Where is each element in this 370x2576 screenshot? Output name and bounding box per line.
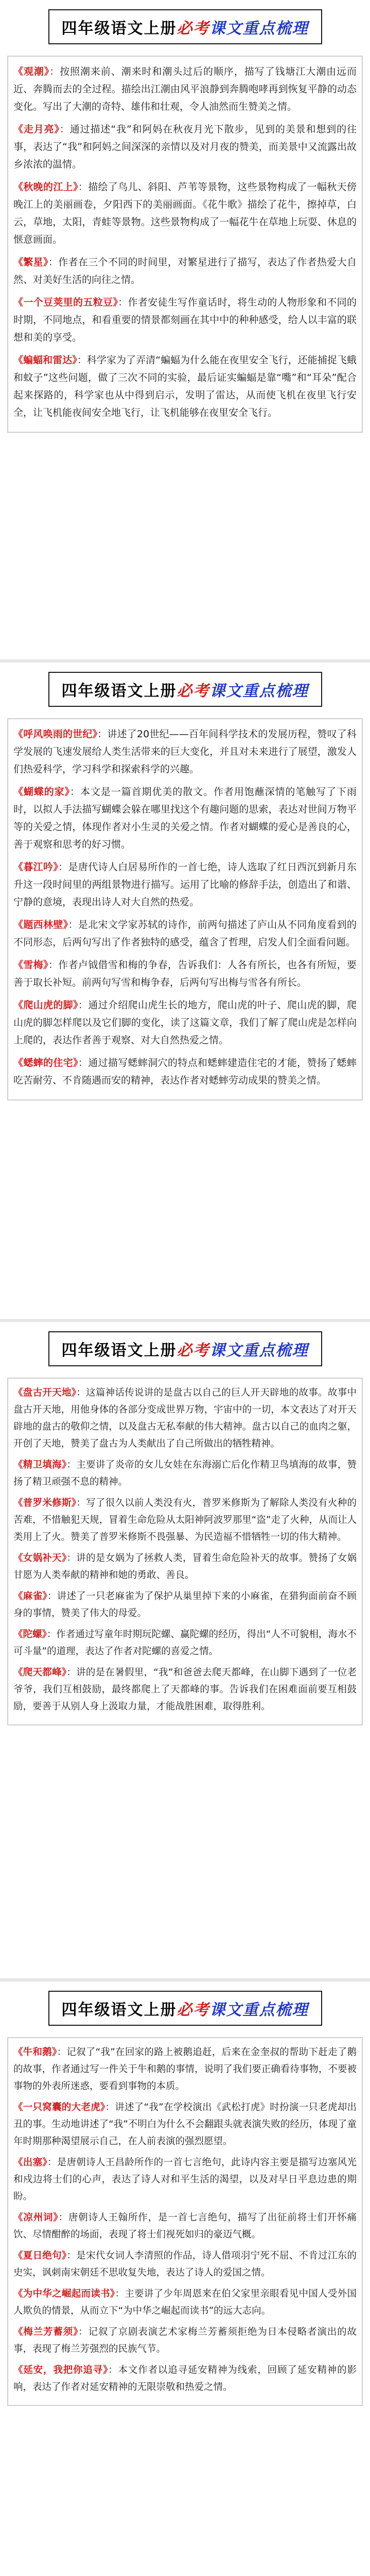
entry-lead: 《为中华之崛起而读书》 — [13, 2289, 115, 2299]
title-part-must: 必考 — [177, 2001, 210, 2019]
entry-text: ：本文是一篇首期优美的散文。作者用饱蘸深情的笔触写了下雨时，以拟人手法描写蝴蝶会躲在哪里找这个有趣问题的思索，表达对世间万物平等的关爱之情，体现作者对小生灵的关爱之情。作者对蝴蝶的爱心是善良的心，善于观察和思考的好习惯。 — [13, 786, 357, 850]
title-part-summary: 课文重点梳理 — [209, 682, 309, 700]
entry-text: ：讲述了20世纪——百年间科学技术的发展历程，赞叹了科学发展的飞速发展给人类生活带来的巨大变化，并且对未来进行了展望，激发人们热爱科学，学习科学和探索科学的兴趣。 — [13, 728, 357, 775]
entry-tixilinbi — [13, 916, 357, 951]
entry-text: ：讲述了“我”在学校演出《武松打虎》时扮演一只老虎却出丑的事。生动地讲述了“我”不明白为什么不会翻跟头就表演失败的经历，体现了童年时期那种渴望展示自己，在人前表演的强烈愿望。 — [13, 2102, 357, 2147]
entry-text: ：按照潮来前、潮来时和潮头过后的顺序，描写了钱塘江大潮由远而近、奔腾而去的全过程。描绘出江潮由风平浪静到奔腾咆哮再到恢复平静的动态变化。写出了大潮的奇特、雄伟和壮观，令人油然而生赞美之情。 — [13, 66, 357, 112]
title-part-grade: 四年级语文上册 — [61, 1342, 177, 1360]
entry-lead: 《女娲补天》 — [13, 1553, 67, 1564]
entry-lead: 《题西林壁》 — [13, 919, 68, 930]
page-title — [48, 9, 322, 44]
entry-lead: 《梅兰芳蓄须》 — [13, 2327, 79, 2337]
entry-lead: 《呼风唤雨的世纪》 — [13, 728, 98, 740]
page-title — [48, 672, 322, 707]
title-row — [7, 1331, 363, 1366]
entry-jingwei — [13, 1456, 357, 1490]
title-row — [7, 672, 363, 707]
title-part-must: 必考 — [177, 20, 210, 38]
entry-lead: 《蟋蟀的住宅》 — [13, 1057, 78, 1069]
page-3 — [0, 1319, 370, 1978]
title-part-must: 必考 — [177, 682, 210, 700]
entry-lead: 《延安，我把你追寻》 — [13, 2365, 109, 2376]
entry-lead: 《陀螺》 — [13, 1629, 47, 1640]
entry-hudiejia — [13, 783, 357, 853]
entry-guanchao — [13, 63, 357, 115]
entry-text: ：作者安徒生写作童话时，将生动的人物形象和不同的时期，不同地点，和看重要的情景都刻画在其中中的种种感受，给人以丰富的联想和美的享受。 — [13, 297, 357, 343]
entry-text: ：主要讲了少年周恩来在伯父家里亲眼看见中国人受外国人欺负的情景，从而立下“为中华之崛起而读书”的远大志向。 — [13, 2289, 357, 2316]
entry-list — [7, 1378, 363, 1725]
page-4 — [0, 1978, 370, 2576]
entry-hufenghuanyu — [13, 725, 357, 778]
entry-dalaohu — [13, 2099, 357, 2150]
entry-maque — [13, 1588, 357, 1622]
title-part-summary: 课文重点梳理 — [209, 1342, 309, 1360]
entry-chusai — [13, 2154, 357, 2205]
entry-text: ：通过描写蟋蟀洞穴的特点和蟋蟀建造住宅的才能，赞扬了蟋蟀吃苦耐劳、不肯随遇而安的精神，表达作者对蟋蟀劳动成果的赞美之情。 — [13, 1057, 357, 1086]
title-row — [7, 9, 363, 44]
entry-lead: 《繁星》 — [13, 257, 48, 268]
entry-lead: 《麻雀》 — [13, 1591, 47, 1602]
entry-list — [7, 718, 363, 1100]
entry-meilanfang — [13, 2324, 357, 2358]
entry-list — [7, 56, 363, 433]
entry-text: ：是唐朝诗人王昌龄所作的一首七言绝句，此诗内容主要是描写边塞风光和戍边将士们的心声，表达了诗人对和平生活的渴望，以及对早日平息边患的期盼。 — [13, 2157, 357, 2202]
entry-wulidou — [13, 294, 357, 346]
entry-lead: 《蝙蝠和雷达》 — [13, 354, 77, 366]
entry-text: ：讲的是女娲为了拯救人类，冒着生命危险补天的故事。赞扬了女娲甘愿为人类奉献的精神和她的勇敢、善良。 — [13, 1553, 357, 1581]
page-2 — [0, 659, 370, 1319]
entry-text: ：作者卢钺借雪和梅的争春，告诉我们：人各有所长，也各有所短，要善于取长补短。前两句写雪和梅争春，后两句写出梅与雪各有所长。 — [13, 959, 357, 988]
title-part-summary: 课文重点梳理 — [209, 20, 309, 38]
entry-text: ：唐朝诗人王翰所作，是一首七言绝句，描写了出征前将士们开怀痛饮、尽情酣醉的场面，表现了将士们视死如归的豪迈气概。 — [13, 2212, 357, 2240]
title-row — [7, 1991, 363, 2026]
entry-lead: 《盘古开天地》 — [13, 1387, 77, 1398]
entry-xiarijueju — [13, 2247, 357, 2281]
entry-fanxing — [13, 253, 357, 289]
entry-mujiangyin — [13, 858, 357, 911]
entry-text: ：记叙了“我”在回家的路上被鹅追赶，后来在金奎叔的帮助下赶走了鹅的故事，作者通过写一件关于牛和鹅的事情，说明了我们要正确看待事物，不要被事物的外表所迷惑，要看到事物的本质。 — [13, 2047, 357, 2092]
entry-lead: 《暮江吟》 — [13, 861, 59, 873]
entry-text: ：通过描述“我”和阿妈在秋夜月光下散步，见到的美景和想到的往事，表达了“我”和阿妈之间深深的亲情以及对月夜的赞美，而美景中又流露出故乡浓浓的温情。 — [13, 124, 357, 170]
page-title — [48, 1331, 322, 1366]
page-title — [48, 1991, 322, 2026]
entry-tiandufeng — [13, 1664, 357, 1715]
entry-text: ：讲的是在暑假里，“我”和爸爸去爬天都峰，在山脚下遇到了一位老爷爷，我们互相鼓励，最终都爬上了天都峰的事。告诉我们在困难面前要互相鼓励，要善于从别人身上汲取力量，才能战胜困难，取得胜利。 — [13, 1667, 357, 1712]
entry-lead: 《爬山虎的脚》 — [13, 999, 78, 1011]
entry-xuemei — [13, 956, 357, 991]
entry-pashanhu — [13, 996, 357, 1049]
entry-text: ：是宋代女词人李清照的作品，诗人借项羽宁死不屈、不肯过江东的史实，讽刺南宋朝廷不思收复失地，表达了诗人的爱国之情。 — [13, 2250, 357, 2278]
page-1 — [0, 0, 370, 659]
entry-lead: 《走月亮》 — [13, 124, 60, 135]
entry-liangzhouci — [13, 2209, 357, 2243]
entry-text: ：是北宋文学家苏轼的诗作，前两句描述了庐山从不同角度看到的不同形态，后两句写出了作者独特的感受，蕴含了哲理，启发人们全面看问题。 — [13, 919, 357, 948]
title-part-must: 必考 — [177, 1342, 210, 1360]
entry-text: ：描绘了鸟儿、斜阳、芦苇等景物，这些景物构成了一幅秋天傍晚江上的美丽画卷，夕阳西下的美丽画面。《花牛歌》描绘了花牛，擦掉草，白云，草地，太阳，青蛙等景物。这些景物构成了一幅花牛在草地上玩耍、休息的惬意画面。 — [13, 181, 357, 245]
entry-text: ：作者在三个不同的时间里，对繁星进行了描写，表达了作者热爱大自然、对美好生活的向往之情。 — [13, 257, 357, 285]
entry-lead: 《出塞》 — [13, 2157, 47, 2168]
entry-lead: 《秋晚的江上》 — [13, 181, 78, 193]
entry-text: ：作者通过写童年时期玩陀螺、赢陀螺的经历，得出“人不可貌相，海水不可斗量”的道理，表达了作者对陀螺的喜爱之情。 — [13, 1629, 357, 1657]
entry-lead: 《牛和鹅》 — [13, 2047, 57, 2058]
entry-xishuai — [13, 1054, 357, 1089]
entry-text: ：是唐代诗人白居易所作的一首七绝，诗人选取了红日西沉到新月东升这一段时间里的两组景物进行描写。运用了比喻的修辞手法，创造出了和谐、宁静的意境，表现出诗人对大自然的热爱。 — [13, 861, 357, 908]
entry-text: ：讲述了一只老麻雀为了保护从巢里掉下来的小麻雀，在猎狗面前奋不顾身的事情，赞美了伟大的母爱。 — [13, 1591, 357, 1619]
entry-bianfu — [13, 351, 357, 421]
title-part-grade: 四年级语文上册 — [61, 2001, 177, 2019]
entry-zouyueliang — [13, 121, 357, 173]
entry-yanan — [13, 2362, 357, 2396]
entry-lead: 《观潮》 — [13, 66, 50, 77]
entry-lead: 《雪梅》 — [13, 959, 48, 971]
entry-lead: 《凉州词》 — [13, 2212, 59, 2223]
entry-pangu — [13, 1384, 357, 1452]
title-part-grade: 四年级语文上册 — [61, 20, 177, 38]
entry-puluomixiusi — [13, 1495, 357, 1546]
entry-text: ：科学家为了弄清“蝙蝠为什么能在夜里安全飞行，还能捕捉飞蛾和蚊子”这些问题，做了三次不同的实验，最后证实蝙蝠是靠“嘴”和“耳朵”配合起来探路的，科学家也从中得到启示，发明了雷达，从而使飞机在夜里飞行安全，让飞机能夜间安全地飞行，让飞机能够在夜里安全飞行。 — [13, 354, 357, 418]
entry-lead: 《蝴蝶的家》 — [13, 786, 71, 798]
entry-text: ：写了很久以前人类没有火，普罗米修斯为了解除人类没有火种的苦难，不惜触犯天规，冒着生命危险从太阳神阿波罗那里“盗”走了火种，从而让人类用上了火。赞美了普罗米修斯不畏强暴、为民造福不惜牺牲一切的伟大精神。 — [13, 1498, 357, 1543]
entry-tuoluo — [13, 1626, 357, 1660]
entry-lead: 《一只窝囊的大老虎》 — [13, 2102, 105, 2113]
entry-lead: 《一个豆荚里的五粒豆》 — [13, 297, 118, 308]
entry-text: ：本文作者以追寻延安精神为线索，回顾了延安精神的影响，表达了作者对延安精神的无限崇敬和热爱之情。 — [13, 2365, 357, 2393]
entry-nvwa — [13, 1550, 357, 1584]
entry-lead: 《夏日绝句》 — [13, 2250, 67, 2261]
entry-text: ：通过介绍爬山虎生长的地方，爬山虎的叶子、爬山虎的脚，爬山虎的脚怎样爬以及它们脚的变化，读了这篇文章，我们了解了爬山虎是怎样向上爬的，表达作者善于观察、对大自然热爱之情。 — [13, 999, 357, 1046]
entry-list — [7, 2037, 363, 2406]
entry-text: ：主要讲了炎帝的女儿女娃在东海溺亡后化作精卫鸟填海的故事，赞扬了精卫顽强不息的精神。 — [13, 1460, 357, 1487]
entry-zhonghuajueqi — [13, 2285, 357, 2319]
entry-niuhee — [13, 2044, 357, 2095]
title-part-grade: 四年级语文上册 — [61, 682, 177, 700]
entry-text: ：这篇神话传说讲的是盘古以自己的巨人开天辟地的故事。故事中盘古开天地，用他身体的各部分变成世界万物，宇宙中的一切，本文表达了对开天辟地的盘古的敬仰之情，以及盘古无私奉献的伟大精神。盘古以自己的血肉之躯，开创了天地，赞美了盘古为人类献出了自己所做出的牺牲精神。 — [13, 1387, 357, 1449]
entry-lead: 《爬天都峰》 — [13, 1667, 67, 1678]
entry-qiuwan — [13, 178, 357, 248]
title-part-summary: 课文重点梳理 — [209, 2001, 309, 2019]
entry-lead: 《普罗米修斯》 — [13, 1498, 77, 1509]
entry-lead: 《精卫填海》 — [13, 1460, 67, 1470]
entry-text: ：记叙了京剧表演艺术家梅兰芳蓄须拒绝为日本侵略者演出的故事，表现了梅兰芳强烈的民族气节。 — [13, 2327, 357, 2354]
